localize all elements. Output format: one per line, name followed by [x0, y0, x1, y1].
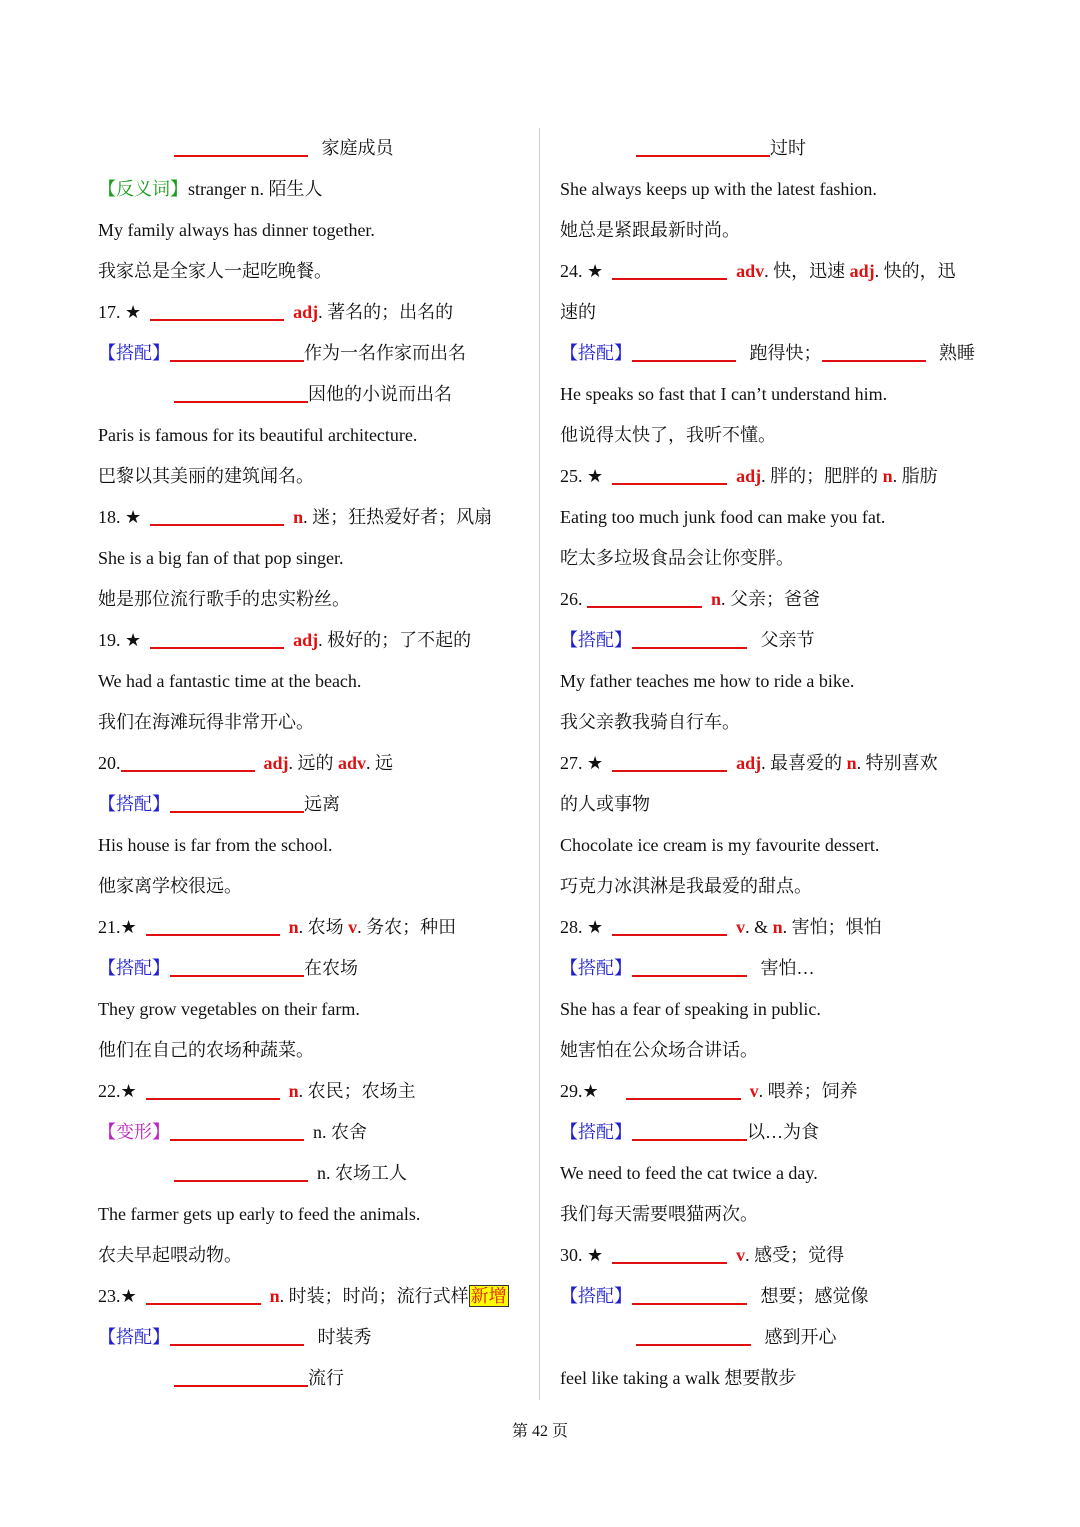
vocab-entry-18: 18. ★ n. 迷；狂热爱好者；风扇 [98, 497, 528, 538]
example-sentence: His house is far from the school. [98, 835, 333, 855]
example-translation: 我父亲教我骑自行车。 [560, 712, 740, 732]
answer-blank[interactable] [612, 1242, 727, 1264]
example-sentence: My father teaches me how to ride a bike. [560, 671, 855, 691]
collocation-line: 【搭配】 以…为食 [560, 1112, 990, 1153]
star-icon: ★ [587, 917, 604, 937]
star-icon: ★ [587, 466, 604, 486]
collocation-line: 感到开心 [560, 1317, 990, 1358]
star-icon: ★ [125, 630, 142, 650]
answer-blank[interactable] [636, 135, 770, 157]
answer-blank[interactable] [612, 463, 727, 485]
example-sentence: We had a fantastic time at the beach. [98, 671, 362, 691]
example-sentence: feel like taking a walk 想要散步 [560, 1368, 797, 1388]
collocation-line: 【搭配】 害怕… [560, 948, 990, 989]
vocab-entry-24: 24. ★ adv. 快，迅速 adj. 快的，迅 [560, 251, 990, 292]
answer-blank[interactable] [587, 586, 702, 608]
vocab-entry-26: 26. n. 父亲；爸爸 [560, 579, 990, 620]
example-sentence: My family always has dinner together. [98, 220, 375, 240]
star-icon: ★ [120, 1081, 137, 1101]
answer-blank[interactable] [146, 1078, 280, 1100]
column-divider [539, 128, 540, 1400]
vocab-entry-19: 19. ★ adj. 极好的；了不起的 [98, 620, 528, 661]
example-translation: 她总是紧跟最新时尚。 [560, 220, 740, 240]
star-icon: ★ [120, 1286, 137, 1306]
star-icon: ★ [582, 1081, 599, 1101]
vocab-entry-17: 17. ★ adj. 著名的；出名的 [98, 292, 528, 333]
example-translation: 巴黎以其美丽的建筑闻名。 [98, 466, 314, 486]
answer-blank[interactable] [612, 750, 727, 772]
example-translation: 他们在自己的农场种蔬菜。 [98, 1040, 314, 1060]
answer-blank[interactable] [636, 1324, 751, 1346]
vocab-entry-30: 30. ★ v. 感受；觉得 [560, 1235, 990, 1276]
answer-blank[interactable] [822, 340, 926, 362]
vocab-entry-21: 21.★ n. 农场 v. 务农；种田 [98, 907, 528, 948]
collocation-tag: 【搭配】 [98, 958, 170, 978]
example-sentence: The farmer gets up early to feed the animals. [98, 1204, 421, 1224]
variant-tag: 【变形】 [98, 1122, 170, 1142]
collocation-tag: 【搭配】 [560, 343, 632, 363]
vocab-entry-22: 22.★ n. 农民；农场主 [98, 1071, 528, 1112]
collocation-line: 【搭配】 想要；感觉像 [560, 1276, 990, 1317]
answer-blank[interactable] [146, 1283, 261, 1305]
answer-blank[interactable] [632, 340, 736, 362]
collocation-line: 【搭配】 时装秀 [98, 1317, 528, 1358]
variant-line: 【变形】 n. 农舍 [98, 1112, 528, 1153]
answer-blank[interactable] [612, 258, 727, 280]
collocation-tag: 【搭配】 [98, 1327, 170, 1347]
answer-blank[interactable] [150, 299, 284, 321]
answer-blank[interactable] [632, 1283, 747, 1305]
collocation-line: 因他的小说而出名 [98, 374, 528, 415]
entry-line: 家庭成员 [98, 128, 528, 169]
collocation-tag: 【搭配】 [560, 1122, 632, 1142]
example-translation: 他家离学校很远。 [98, 876, 242, 896]
answer-blank[interactable] [632, 627, 747, 649]
collocation-tag: 【搭配】 [560, 958, 632, 978]
new-badge: 新增 [470, 1286, 507, 1306]
star-icon: ★ [587, 1245, 604, 1265]
vocab-entry-27: 27. ★ adj. 最喜爱的 n. 特别喜欢 [560, 743, 990, 784]
answer-blank[interactable] [612, 914, 727, 936]
example-translation: 吃太多垃圾食品会让你变胖。 [560, 548, 794, 568]
star-icon: ★ [125, 507, 142, 527]
example-sentence: Paris is famous for its beautiful architecture. [98, 425, 418, 445]
example-translation: 他说得太快了，我听不懂。 [560, 425, 776, 445]
answer-blank[interactable] [170, 791, 304, 813]
collocation-line: 【搭配】 作为一名作家而出名 [98, 333, 528, 374]
antonym-tag: 【反义词】 [98, 179, 188, 199]
answer-blank[interactable] [170, 1119, 304, 1141]
vocab-entry-20: 20. adj. 远的 adv. 远 [98, 743, 528, 784]
collocation-line: 【搭配】 父亲节 [560, 620, 990, 661]
answer-blank[interactable] [174, 135, 308, 157]
star-icon: ★ [125, 302, 142, 322]
antonym-line: 【反义词】stranger n. 陌生人 [98, 179, 323, 199]
example-translation: 我们每天需要喂猫两次。 [560, 1204, 758, 1224]
example-sentence: We need to feed the cat twice a day. [560, 1163, 818, 1183]
collocation-line: 过时 [560, 128, 990, 169]
star-icon: ★ [587, 261, 604, 281]
collocation-tag: 【搭配】 [98, 343, 170, 363]
answer-blank[interactable] [174, 381, 308, 403]
definition-continued: 速的 [560, 302, 596, 322]
example-translation: 农夫早起喂动物。 [98, 1245, 242, 1265]
answer-blank[interactable] [170, 1324, 304, 1346]
collocation-line: 【搭配】 跑得快； 熟睡 [560, 333, 990, 374]
example-sentence: She has a fear of speaking in public. [560, 999, 821, 1019]
example-sentence: She always keeps up with the latest fashion. [560, 179, 877, 199]
example-translation: 我们在海滩玩得非常开心。 [98, 712, 314, 732]
star-icon: ★ [120, 917, 137, 937]
example-translation: 她是那位流行歌手的忠实粉丝。 [98, 589, 350, 609]
example-translation: 她害怕在公众场合讲话。 [560, 1040, 758, 1060]
answer-blank[interactable] [632, 955, 747, 977]
answer-blank[interactable] [174, 1160, 308, 1182]
vocab-entry-25: 25. ★ adj. 胖的；肥胖的 n. 脂肪 [560, 456, 990, 497]
answer-blank[interactable] [174, 1365, 308, 1387]
answer-blank[interactable] [121, 750, 255, 772]
answer-blank[interactable] [150, 504, 284, 526]
collocation-line: 【搭配】 在农场 [98, 948, 528, 989]
example-translation: 我家总是全家人一起吃晚餐。 [98, 261, 332, 281]
star-icon: ★ [587, 753, 604, 773]
answer-blank[interactable] [626, 1078, 741, 1100]
example-translation: 巧克力冰淇淋是我最爱的甜点。 [560, 876, 812, 896]
example-sentence: She is a big fan of that pop singer. [98, 548, 344, 568]
collocation-tag: 【搭配】 [98, 794, 170, 814]
answer-blank[interactable] [632, 1119, 747, 1141]
collocation-tag: 【搭配】 [560, 630, 632, 650]
collocation-line: 流行 [98, 1358, 528, 1399]
collocation-tag: 【搭配】 [560, 1286, 632, 1306]
example-sentence: Eating too much junk food can make you fat. [560, 507, 886, 527]
answer-blank[interactable] [170, 955, 304, 977]
right-column [560, 128, 990, 1399]
vocab-entry-29: 29.★ v. 喂养；饲养 [560, 1071, 990, 1112]
left-column [98, 128, 528, 1399]
vocab-entry-28: 28. ★ v. & n. 害怕；惧怕 [560, 907, 990, 948]
answer-blank[interactable] [146, 914, 280, 936]
definition-continued: 的人或事物 [560, 794, 650, 814]
collocation-line: 【搭配】 远离 [98, 784, 528, 825]
answer-blank[interactable] [170, 340, 304, 362]
example-sentence: They grow vegetables on their farm. [98, 999, 360, 1019]
answer-blank[interactable] [150, 627, 284, 649]
vocab-entry-23: 23.★ n. 时装；时尚；流行式样 新增 [98, 1276, 528, 1317]
page-number: 第 42 页 [511, 1423, 568, 1440]
variant-line: n. 农场工人 [98, 1153, 528, 1194]
example-sentence: Chocolate ice cream is my favourite dessert. [560, 835, 880, 855]
example-sentence: He speaks so fast that I can’t understand him. [560, 384, 888, 404]
